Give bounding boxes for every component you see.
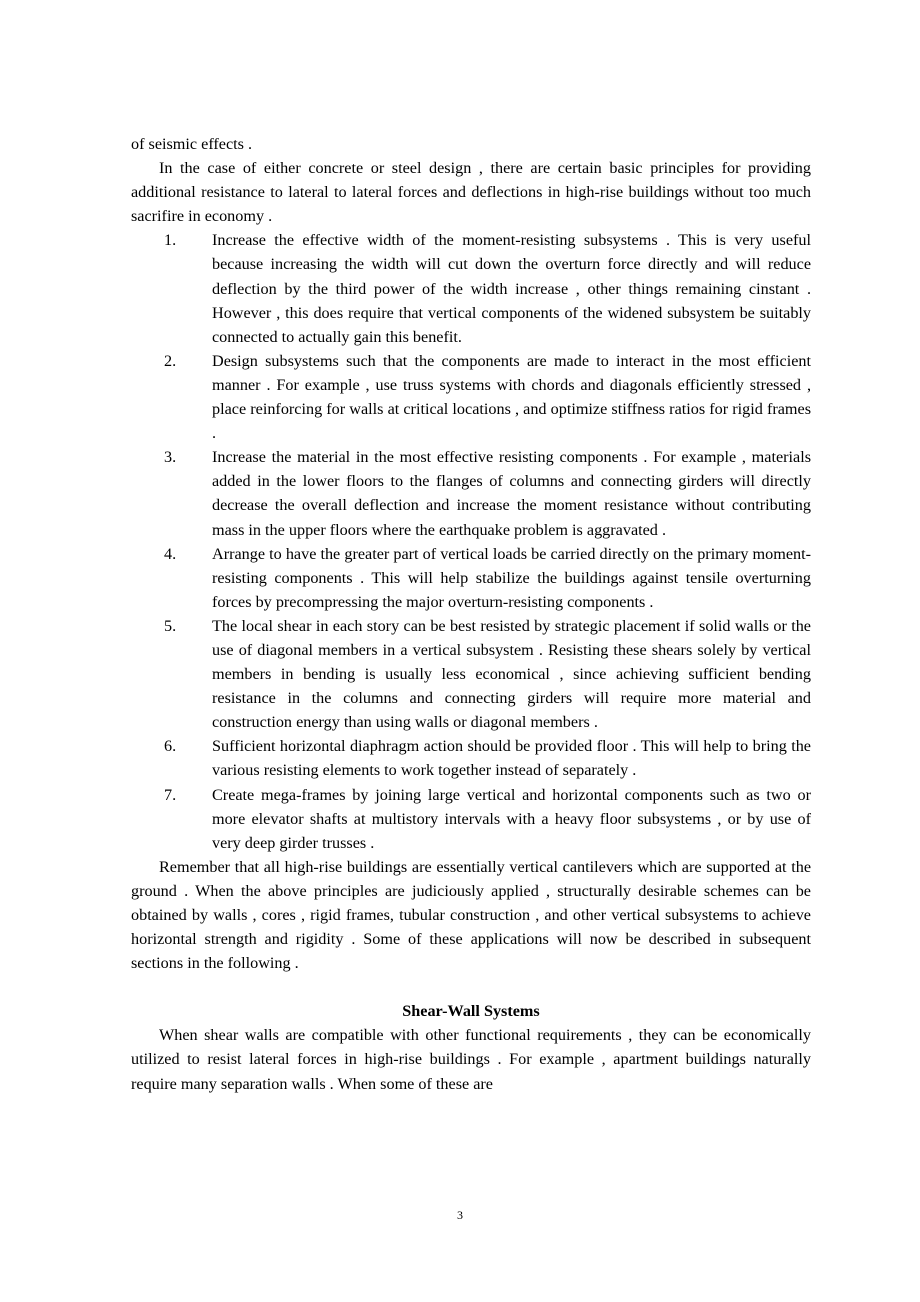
list-item-number: 4. bbox=[164, 544, 177, 563]
list-item-number: 7. bbox=[164, 785, 177, 804]
list-item bbox=[131, 228, 811, 348]
list-item-text: Increase the effective width of the moment-resisting subsystems . This is very useful because increasing the width will cut down the overturn force directly and will reduce deflection by the third power of the width increase , other things remaining cinstant . However , this does require that vertical components of the widened subsystem be suitably connected to actually gain this benefit. bbox=[212, 231, 811, 346]
list-item-text: Design subsystems such that the components are made to interact in the most efficient manner . For example , use truss systems with chords and diagonals efficiently stressed , place reinforcing for walls at critical locations , and optimize stiffness ratios for rigid frames . bbox=[212, 351, 811, 443]
paragraph-continuation: of seismic effects . bbox=[131, 135, 253, 153]
list-item-number: 6. bbox=[164, 737, 177, 756]
list-item-number: 2. bbox=[164, 351, 177, 370]
paragraph-shear-walls: When shear walls are compatible with other functional requirements , they can be economically utilized to resist lateral forces in high-rise buildings . For example , apartment buildings naturally require many separation walls . When some of these are bbox=[131, 1026, 811, 1093]
list-item bbox=[131, 542, 811, 614]
list-item-text: Create mega-frames by joining large vertical and horizontal components such as two or more elevator shafts at multistory intervals with a heavy floor subsystems , or by use of very deep girder trusses . bbox=[212, 785, 811, 852]
list-item-text: The local shear in each story can be best resisted by strategic placement if solid walls or the use of diagonal members in a vertical subsystem . Resisting these shears solely by vertical members in bending is usually less economical , since achieving sufficient bending resistance in the columns and connecting girders will require more material and construction energy than using walls or diagonal members . bbox=[212, 616, 811, 732]
list-item bbox=[131, 614, 811, 734]
list-item bbox=[131, 734, 811, 782]
list-item bbox=[131, 349, 811, 445]
list-item-text: Arrange to have the greater part of vertical loads be carried directly on the primary moment-resisting components . This will help stabilize the buildings against tensile overturning forces by precompressing the major overturn-resisting components . bbox=[212, 544, 811, 611]
section-heading: Shear-Wall Systems bbox=[402, 1002, 540, 1021]
list-item bbox=[131, 783, 811, 855]
list-item-text: Sufficient horizontal diaphragm action should be provided floor . This will help to bring the various resisting elements to work together instead of separately . bbox=[212, 737, 811, 780]
document-body bbox=[131, 132, 811, 1096]
list-item-number: 1. bbox=[164, 231, 177, 250]
paragraph-principles-intro: In the case of either concrete or steel design , there are certain basic principles for providing additional resistance to lateral to lateral forces and deflections in high-rise buildings without too much sacrifire in economy . bbox=[131, 159, 811, 226]
list-item bbox=[131, 445, 811, 541]
principles-list bbox=[131, 228, 811, 854]
list-item-text: Increase the material in the most effective resisting components . For example , materials added in the lower floors to the flanges of columns and connecting girders will directly decrease the overall deflection and increase the moment resistance without contributing mass in the upper floors where the earthquake problem is aggravated . bbox=[212, 448, 811, 539]
list-item-number: 3. bbox=[164, 448, 177, 467]
paragraph-closing: Remember that all high-rise buildings are essentially vertical cantilevers which are supported at the ground . When the above principles are judiciously applied , structurally desirable schemes can be obtained by walls , cores , rigid frames, tubular construction , and other vertical subsystems to achieve horizontal strength and rigidity . Some of these applications will now be described in subsequent sections in the following . bbox=[131, 857, 811, 973]
list-item-number: 5. bbox=[164, 616, 177, 635]
page-number: 3 bbox=[457, 1208, 463, 1222]
